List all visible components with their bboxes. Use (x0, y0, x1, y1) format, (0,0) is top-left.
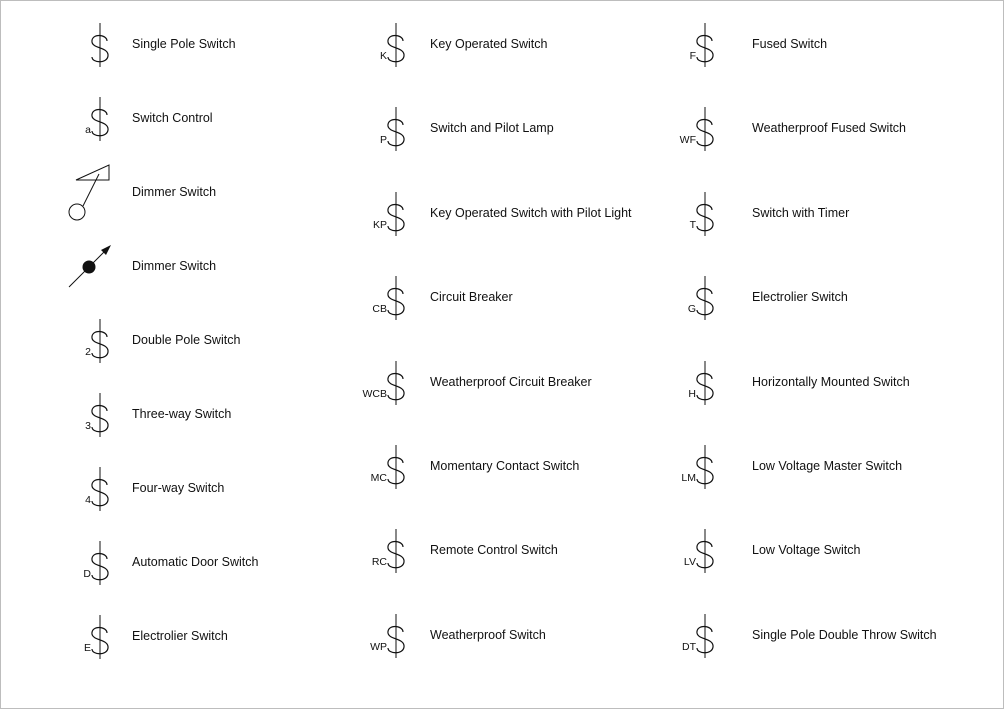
switch-symbol-icon (1, 23, 131, 71)
symbol-prefix: K (379, 50, 387, 62)
symbol-prefix: WP (370, 640, 387, 653)
symbol-label: Fused Switch (752, 37, 828, 51)
symbol-label: Weatherproof Circuit Breaker (430, 374, 592, 389)
symbol-prefix: H (688, 387, 696, 400)
symbol-label: Three-way Switch (132, 407, 232, 421)
symbol-label: Momentary Contact Switch (430, 459, 580, 473)
switch-symbol-icon (1, 541, 131, 589)
symbol-prefix: F (689, 50, 696, 62)
symbol-label: Circuit Breaker (430, 290, 513, 305)
symbol-prefix: WCB (362, 387, 387, 400)
symbol-label: Dimmer Switch (132, 185, 217, 199)
symbol-label: Single Pole Switch (132, 37, 236, 51)
switch-symbol-icon (1, 615, 131, 663)
symbol-prefix: G (687, 303, 696, 316)
symbol-label: Electrolier Switch (752, 290, 848, 305)
symbol-label: Weatherproof Switch (430, 627, 546, 642)
symbol-label: Double Pole Switch (132, 333, 241, 347)
symbol-prefix: 2 (85, 346, 91, 358)
symbol-prefix: KP (372, 218, 387, 231)
switch-symbol-icon (1, 319, 131, 367)
symbol-label: Switch and Pilot Lamp (430, 121, 554, 136)
dimmer-symbol-icon (1, 171, 131, 219)
symbol-prefix: P (379, 134, 387, 147)
symbol-prefix: LM (681, 472, 696, 484)
symbol-prefix: 3 (85, 420, 91, 432)
symbol-label: Four-way Switch (132, 481, 225, 495)
symbol-label: Switch with Timer (752, 205, 850, 220)
symbol-label: Low Voltage Master Switch (752, 459, 903, 473)
symbol-label: Key Operated Switch (430, 37, 548, 51)
symbol-prefix: E (83, 642, 91, 654)
symbol-prefix: RC (371, 556, 387, 569)
symbol-label: Dimmer Switch (132, 259, 217, 273)
dimmer-symbol-icon (1, 245, 131, 293)
switch-symbol-icon (1, 393, 131, 441)
symbol-prefix: 4 (85, 494, 91, 506)
symbol-label: Remote Control Switch (430, 543, 558, 558)
symbol-prefix: T (689, 218, 696, 231)
switch-symbol-icon (1, 97, 131, 145)
symbol-prefix: D (83, 568, 91, 580)
symbol-label: Key Operated Switch with Pilot Light (430, 205, 632, 220)
symbol-prefix: MC (370, 472, 387, 484)
symbol-label: Horizontally Mounted Switch (752, 374, 910, 389)
symbol-label: Weatherproof Fused Switch (752, 121, 907, 136)
symbol-prefix: WF (679, 134, 696, 147)
symbol-prefix: DT (682, 640, 696, 653)
symbol-prefix: LV (683, 556, 696, 569)
symbol-label: Low Voltage Switch (752, 543, 861, 558)
symbol-prefix: CB (372, 303, 387, 316)
symbol-label: Automatic Door Switch (132, 555, 259, 569)
symbol-label: Switch Control (132, 111, 213, 125)
symbol-prefix: a (85, 124, 91, 136)
symbol-label: Electrolier Switch (132, 629, 228, 643)
symbol-label: Single Pole Double Throw Switch (752, 627, 937, 642)
switch-symbol-icon (1, 467, 131, 515)
